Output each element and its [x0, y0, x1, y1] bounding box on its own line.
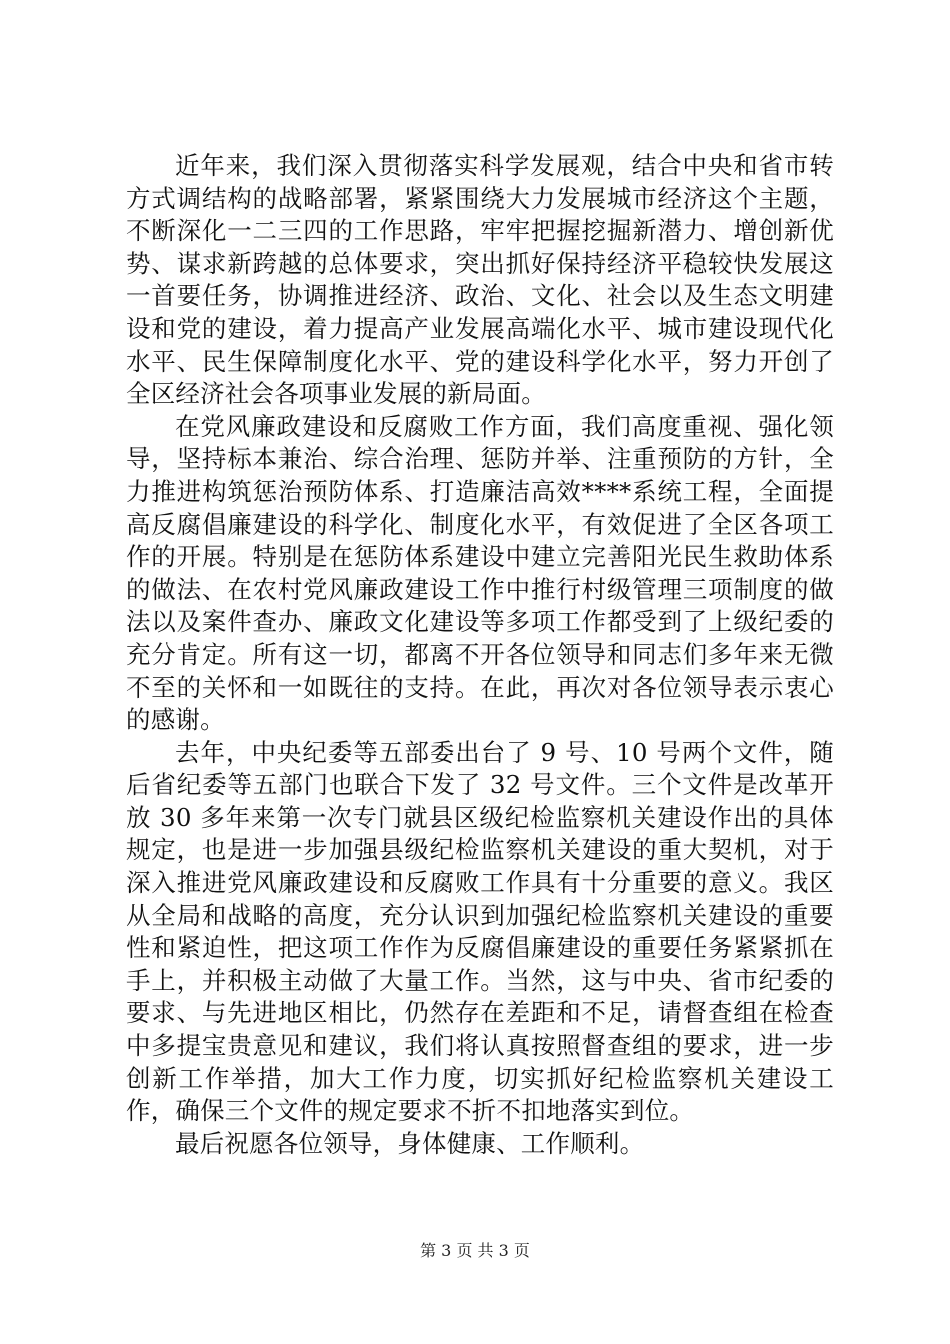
- paragraph-3: 去年，中央纪委等五部委出台了 9 号、10 号两个文件，随后省纪委等五部门也联合下发了 32 号文件。三个文件是改革开放 30 多年来第一次专门就县区级纪检监察机关建设作出的具体规定，也是进一步加强县级纪检监察机关建设的重大契机，对于深入推进党风廉政建设和反腐败工作具有十分重要的意义。我区从全局和战略的高度，充分认识到加强纪检监察机关建设的重要性和紧迫性，把这项工作作为反腐倡廉建设的重要任务紧紧抓在手上，并积极主动做了大量工作。当然，这与中央、省市纪委的要求、与先进地区相比，仍然存在差距和不足，请督查组在检查中多提宝贵意见和建议，我们将认真按照督查组的要求，进一步创新工作举措，加大工作力度，切实抓好纪检监察机关建设工作，确保三个文件的规定要求不折不扣地落实到位。: [126, 737, 834, 1126]
- document-body: [126, 150, 834, 1160]
- page-footer: [0, 1240, 950, 1262]
- paragraph-1: 近年来，我们深入贯彻落实科学发展观，结合中央和省市转方式调结构的战略部署，紧紧围绕大力发展城市经济这个主题，不断深化一二三四的工作思路，牢牢把握挖掘新潜力、增创新优势、谋求新跨越的总体要求，突出抓好保持经济平稳较快发展这一首要任务，协调推进经济、政治、文化、社会以及生态文明建设和党的建设，着力提高产业发展高端化水平、城市建设现代化水平、民生保障制度化水平、党的建设科学化水平，努力开创了全区经济社会各项事业发展的新局面。: [126, 151, 834, 409]
- paragraph-4: 最后祝愿各位领导，身体健康、工作顺利。: [175, 1128, 645, 1158]
- paragraph-2: 在党风廉政建设和反腐败工作方面，我们高度重视、强化领导，坚持标本兼治、综合治理、惩防并举、注重预防的方针，全力推进构筑惩治预防体系、打造廉洁高效****系统工程，全面提高反腐倡廉建设的科学化、制度化水平，有效促进了全区各项工作的开展。特别是在惩防体系建设中建立完善阳光民生救助体系的做法、在农村党风廉政建设工作中推行村级管理三项制度的做法以及案件查办、廉政文化建设等多项工作都受到了上级纪委的充分肯定。所有这一切，都离不开各位领导和同志们多年来无微不至的关怀和一如既往的支持。在此，再次对各位领导表示衷心的感谢。: [126, 411, 834, 735]
- page-number-label: 第 3 页 共 3 页: [420, 1241, 530, 1260]
